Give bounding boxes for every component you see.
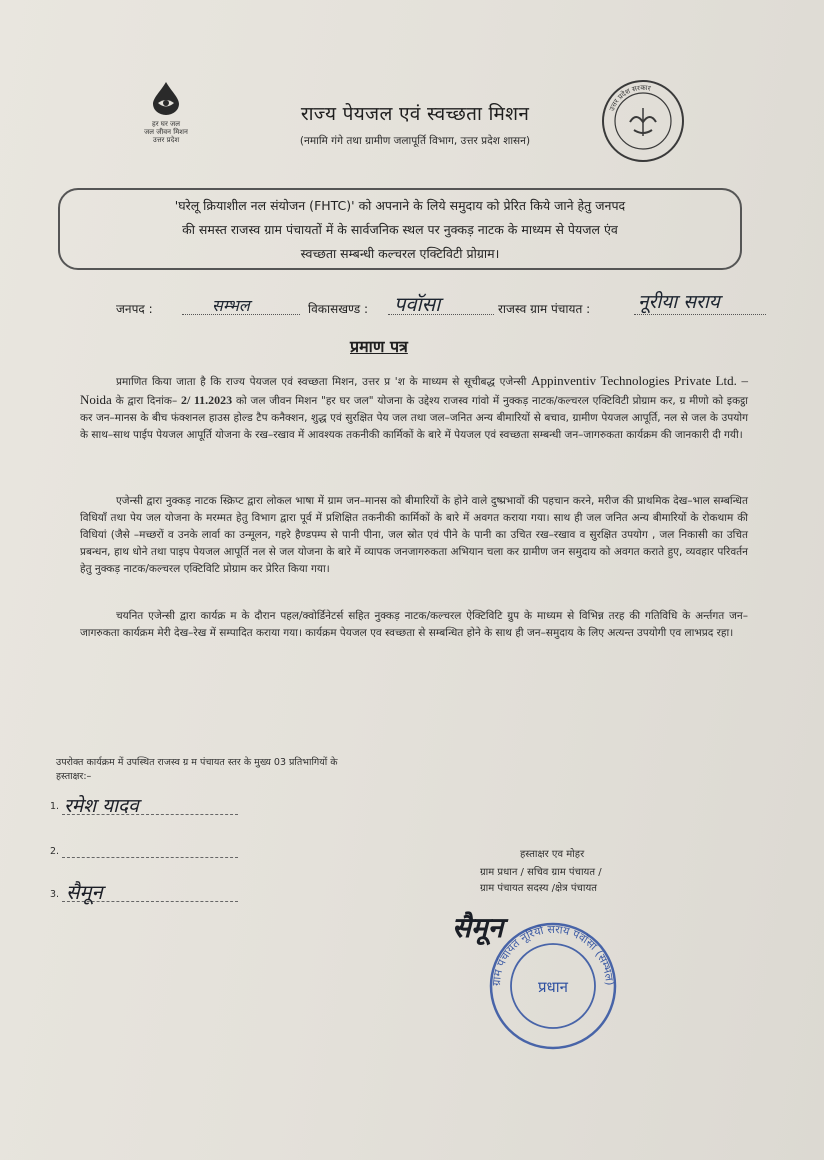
participant-number-3: 3. (50, 889, 60, 900)
date-value: 2/ 11.2023 (181, 393, 233, 407)
certificate-title: प्रमाण पत्र (350, 337, 408, 356)
sign-and-seal-label: हस्ताक्षर एव मोहर (520, 849, 585, 860)
attendance-note-2: हस्ताक्षर:– (56, 771, 92, 782)
location-fields (116, 291, 776, 328)
participant-number-1: 1. (50, 801, 60, 812)
logo-caption-1: हर घर जल (152, 120, 180, 128)
svg-text:ग्राम पंचायत नूरियो सराय पवॉसा (490, 923, 616, 986)
water-drop-icon (148, 80, 184, 116)
jal-jeevan-logo (130, 80, 202, 144)
stamp-center-text: प्रधान (538, 978, 568, 996)
signatory-role-1: ग्राम प्रधान / सचिव ग्राम पंचायत / (480, 867, 602, 878)
paragraph-1-rest: को जल जीवन मिशन "हर घर जल" योजना के उद्देश्य राजस्व गांवो में नुक्कड़ नाटक/कल्चरल एक्टिविटी प्रोग्राम कर, ग्र मीणो को इकट्ठा कर जन–मानस के बीच फंक्शनल हाउस होल्ड टैप कनैक्शन, शुद्ध एवं सुरक्षित पेय जल तथा जल–जनित अन्य बीमारियों से बचाव, ग्रामीण पेयजल आपूर्ति, नल से जल के उपयोग के साथ–साथ पाईप पेयजल आपूर्ति योजना के रख–रखाव में आवश्यक तकनीकी कार्मिकों के बारे में पेयजल एवं स्वच्छता सम्बन्धी जन–जागरुकता कार्यक्रम की जानकारी दी गयी। (80, 395, 749, 441)
stamp-ring-text: ग्राम पंचायत नूरियो सराय पवॉसा (सम्भल) (489, 922, 617, 987)
participant-signature-1: रमेश यादव (64, 795, 139, 817)
participant-signature-3: सैमून (66, 880, 103, 904)
mission-header (250, 100, 580, 148)
block-label: विकासखण्ड : (308, 302, 369, 316)
svg-text:उत्तर प्रदेश सरकार (608, 84, 652, 112)
mission-title: राज्य पेयजल एवं स्वच्छता मिशन (300, 103, 530, 125)
program-description-box (58, 188, 742, 270)
participant-line-2 (62, 857, 238, 858)
logo-caption-3: उत्तर प्रदेश (152, 136, 180, 144)
program-line-1: 'घरेलू क्रियाशील नल संयोजन (FHTC)' को अपनाने के लिये समुदाय को प्रेरित किये जाने हेतु जनपद (174, 198, 626, 213)
logo-caption-2: जल जीवन मिशन (144, 128, 188, 136)
signatory-role-2: ग्राम पंचायत सदस्य /क्षेत्र पंचायत (480, 883, 597, 894)
panchayat-label: राजस्व ग्राम पंचायत : (498, 302, 591, 316)
up-government-seal-icon (600, 78, 686, 164)
district-value: सम्भल (212, 296, 250, 315)
paragraph-1 (80, 372, 748, 444)
attendance-note-1: उपरोक्त कार्यक्रम में उपस्थित राजस्व ग्र म पंचायत स्तर के मुख्य 03 प्रतिभागियों के (56, 757, 338, 768)
program-line-2: की समस्त राजस्व ग्राम पंचायतों में के सार्वजनिक स्थल पर नुक्कड़ नाटक के माध्यम से पेयजल एंव (182, 222, 618, 237)
paragraph-3: चयनित एजेन्सी द्वारा कार्यक्र म के दौरान पहल/क्वोर्डिनेटर्स सहित नुक्कड़ नाटक/कल्चरल ऐक्टिविटि ग्रुप के माध्यम से विभिन्न तरह की गतिविधि के अर्न्तगत जन–जागरुकता कार्यक्रम मेरी देख–रेख में सम्पादित कराया गया। कार्यक्रम पेयजल एव स्वच्छता से सम्बन्धित होने के साथ ही जन–समुदाय के लिए अत्यन्त उपयोगी एव लाभप्रद रहा। (80, 610, 748, 639)
block-value: पवॉसा (394, 292, 441, 316)
participant-number-2: 2. (50, 846, 60, 857)
seal-text: उत्तर प्रदेश सरकार (607, 83, 652, 113)
agency-name: Appinventiv Technologies Private Ltd. – Noida (80, 373, 748, 407)
pradhan-signature: सैमून (452, 911, 504, 944)
date-label: के द्वारा दिनांक– (115, 395, 178, 407)
mission-subtitle: (नमामि गंगे तथा ग्रामीण जलापूर्ति विभाग, उत्तर प्रदेश शासन) (299, 135, 531, 147)
panchayat-underline (634, 314, 766, 315)
paragraph-2: एजेन्सी द्वारा नुक्कड़ नाटक स्क्रिप्ट द्वारा लोकल भाषा में ग्राम जन–मानस को बीमारियों के होने वाले दुष्प्रभावों की पहचान करने, मरीज की प्राथमिक देख–भाल सम्बन्धित विधियाँ तथा पेय जल योजना के मरम्मत हेतु विभाग द्वारा पूर्व में प्रशिक्षित तकनीकी कार्मिकों के बारे में अवगत कराया गया। साथ ही जल जनित अन्य बीमारियों के रोकथाम की विधियां (जैसे –मच्छरों व उनके लार्वा का उन्मूलन, गहरे हैण्डपम्प से पानी पीना, जल स्रोत एवं पीने के पानी का उचित रख–रखाव व सुरक्षित उपयोग , जल निकासी का उचित प्रबन्धन, हाथ धोने तथा पाइप पेयजल आपूर्ति नल से जल योजना के बारे में व्यापक जनजागरुकता अभियान चला कर ग्रामीण जन समुदाय को अवगत कराते हुए, व्यवहार परिवर्तन हेतु नुक्कड़ नाटक/कल्चरल एक्टिविटि प्रोग्राम कर प्रेरित किया गया। (80, 495, 748, 575)
district-label: जनपद : (116, 302, 153, 316)
panchayat-value: नूरीया सराय (638, 291, 720, 313)
program-line-3: स्वच्छता सम्बन्धी कल्चरल एक्टिविटी प्रोग्राम। (300, 246, 500, 261)
paragraph-1-start: प्रमाणित किया जाता है कि राज्य पेयजल एवं स्वच्छता मिशन, उत्तर प्र 'श के माध्यम से सूचीबद्ध एजेन्सी (116, 376, 527, 388)
